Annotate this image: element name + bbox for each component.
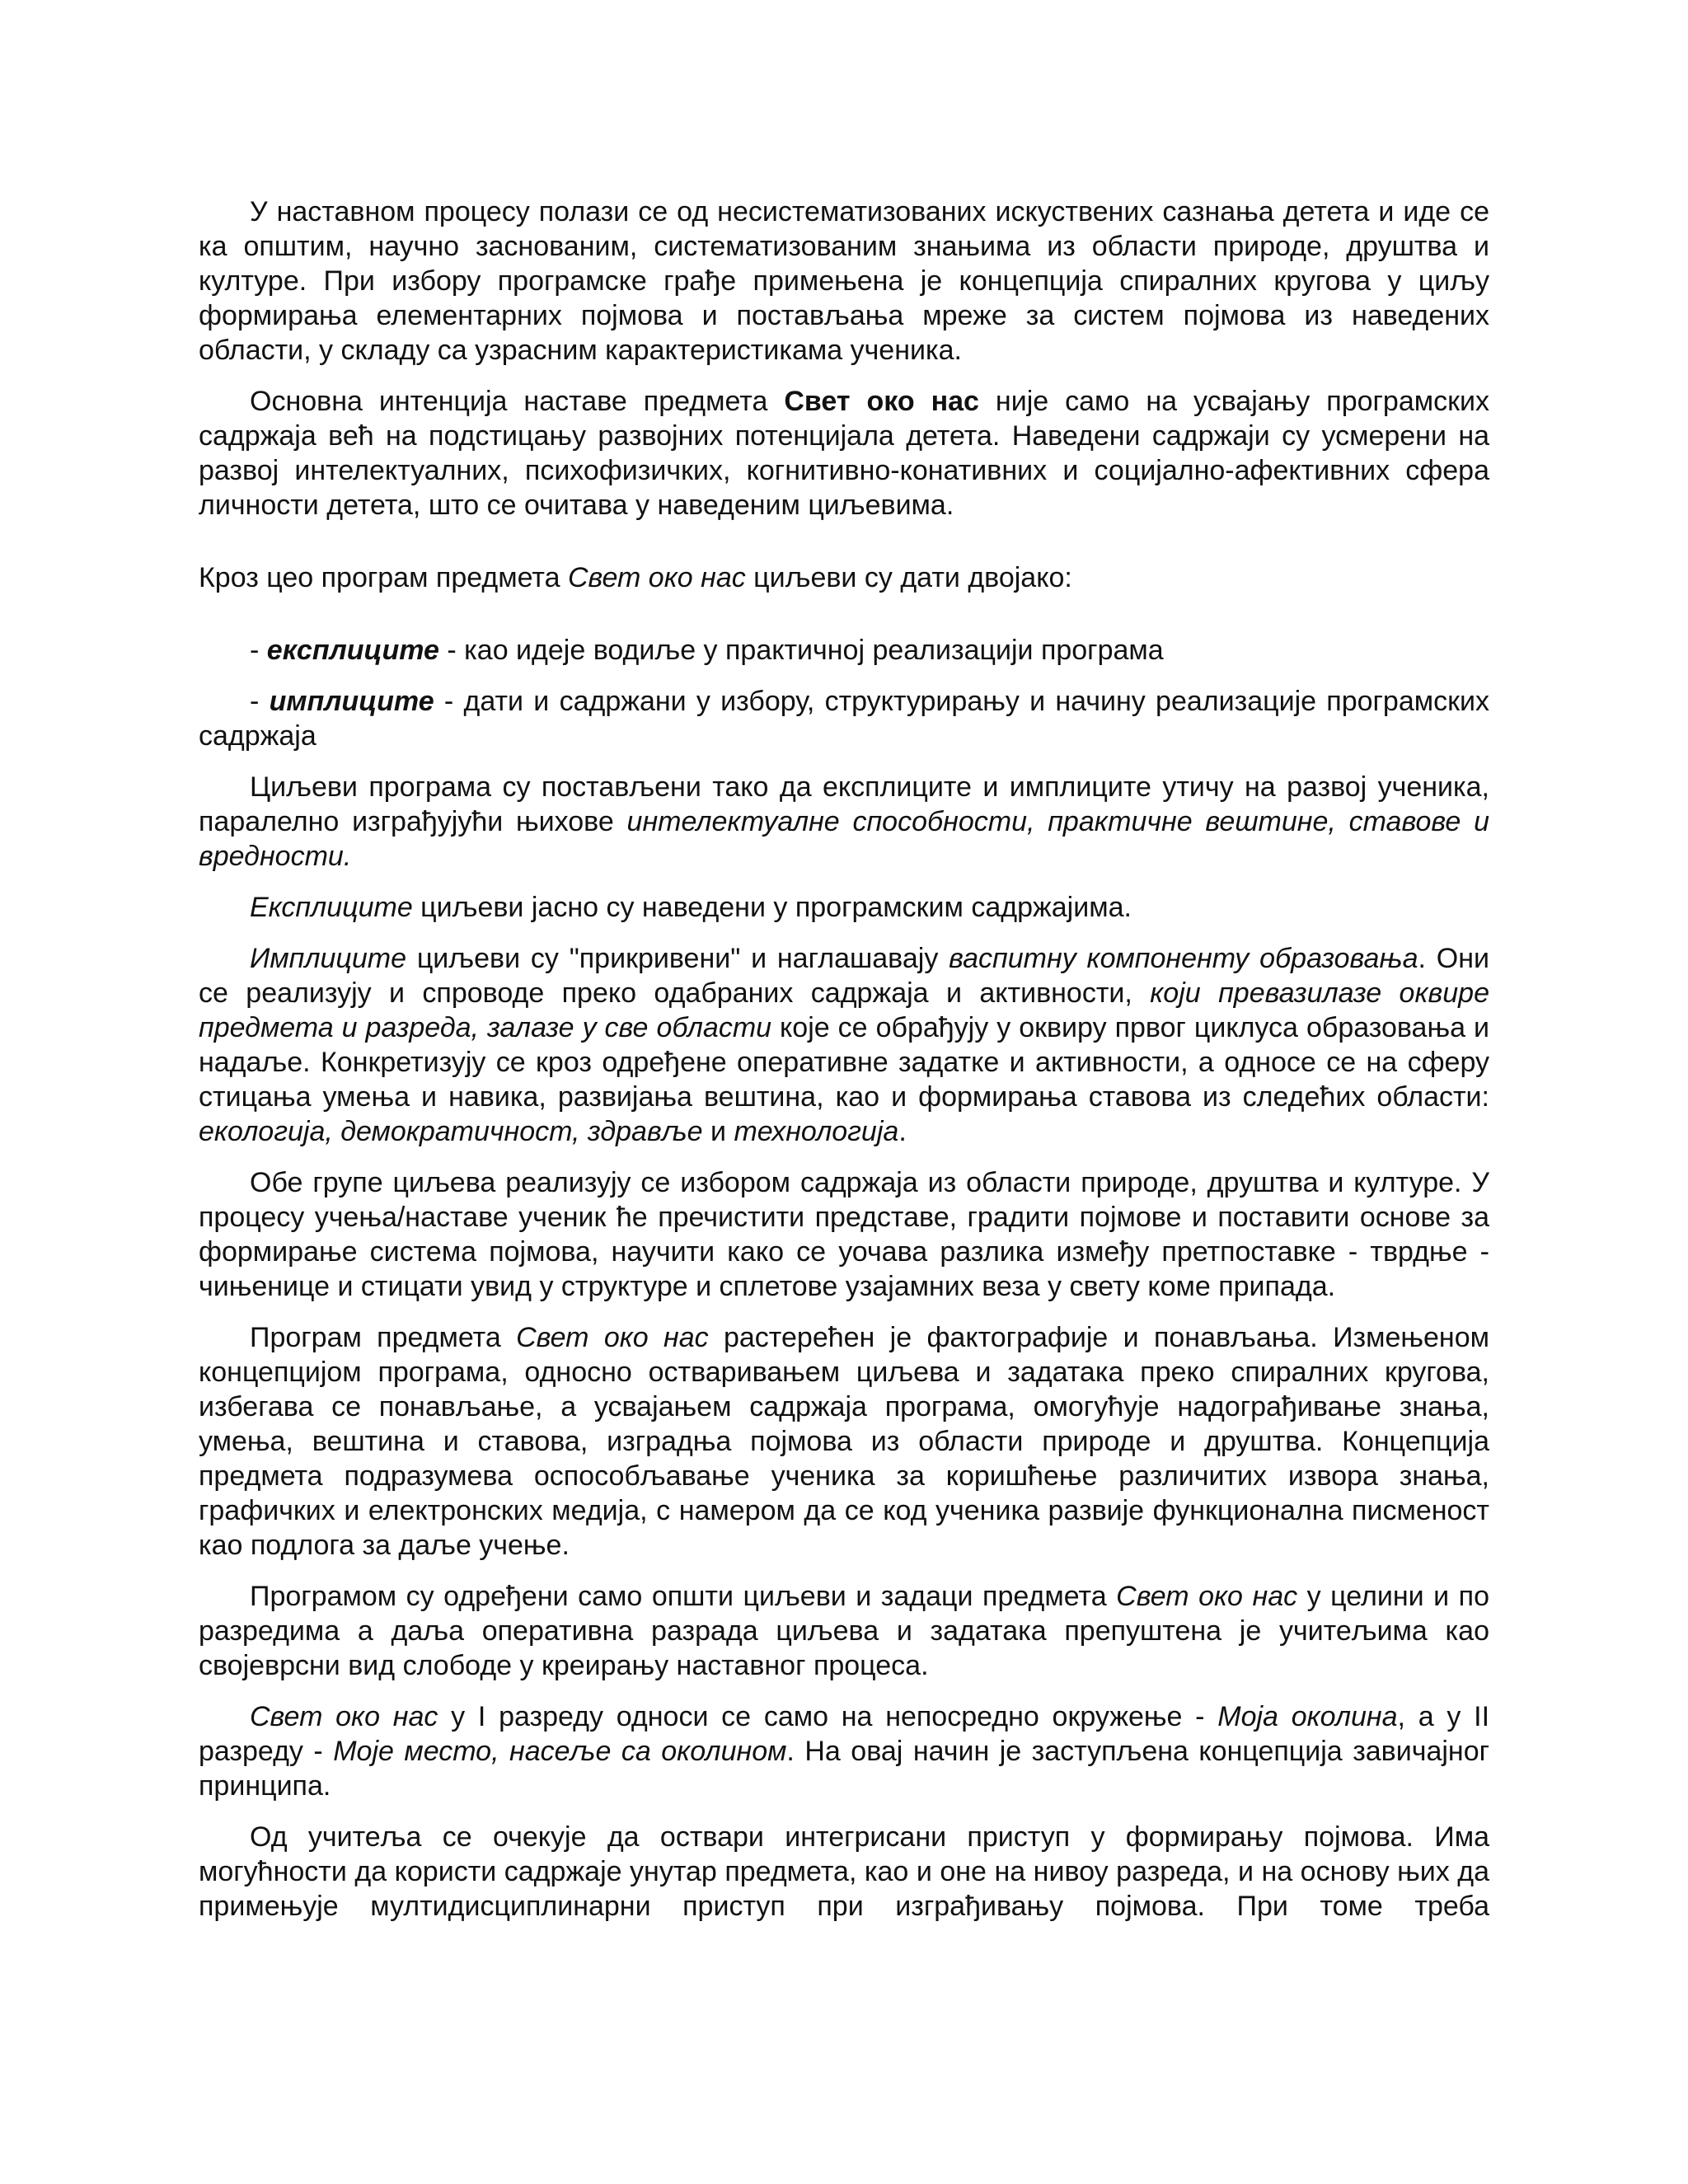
bullet-dash: - [250,635,267,666]
p6-text-j: . [898,1116,907,1147]
p6-italic-a: Имплиците [250,943,407,974]
p5-italic: Експлиците [250,892,413,923]
bullet-implicit [199,684,1489,753]
bullet-term-implicit: имплиците [269,686,434,717]
bullet-text-explicit: - као идеје водиље у практичној реализацији програма [438,635,1164,666]
p9-italic: Свет око нас [1116,1581,1298,1612]
paragraph-3 [199,560,1489,595]
paragraph-10 [199,1699,1489,1803]
paragraph-8 [199,1320,1489,1563]
p4-italic: интелектуалне способности, практичне вештине, ставове и вредности. [199,806,1489,872]
paragraph-7: Обе групе циљева реализују се избором садржаја из области природе, друштва и културе. У процесу учења/наставе ученик ће пречистити представе, градити појмове и поставити основе за формирање система појмова, научити како се уочава разлика између претпоставке - тврдње - чињенице и стицати увид у структуре и сплетове узајамних веза у свету коме припада. [199,1167,1489,1302]
p10-text-f: . На овај начин је заступљена концепција завичајног принципа. [199,1736,1490,1802]
paragraph-2 [199,384,1489,523]
p9-text-a: Програмом су одређени само општи циљеви и задаци предмета [250,1581,1117,1612]
p10-italic-a: Свет око нас [250,1701,438,1732]
subject-name-bold: Свет око нас [784,386,979,417]
p6-text-f: које се обрађују у оквиру првог циклуса образовања и надаље. Конкретизују се кроз одређене оперативне задатке и активности, а односе се на сферу стицања умења и навика, развијања вештина, као и формирања ставова из следећих области: [199,1012,1489,1113]
bullet-text-implicit: - дати и садржани у избору, структурирању и начину реализације програмских садржаја [199,686,1489,752]
p2-text-c: није само на усвајању програмских садржаја већ на подстицању развојних потенцијала детета. Наведени садржаји су усмерени на развој интелектуалних, психофизичких, когнитивно-конативних и социјално-афективних сфера личности детета, што се очитава у наведеним циљевима. [199,386,1489,521]
p5-text-b: циљеви јасно су наведени у програмским садржајима. [412,892,1132,923]
document-page [199,194,1489,1924]
paragraph-4 [199,770,1489,874]
subject-name-italic: Свет око нас [567,562,746,593]
p6-italic-e: који превазилазе оквире предмета и разреда, залазе у све области [199,977,1489,1043]
paragraph-5 [199,890,1489,925]
p6-italic-i: технологија [734,1116,899,1147]
p10-italic-c: Моја околина [1217,1701,1398,1732]
p3-text-c: циљеви су дати двојако: [745,562,1072,593]
bullet-explicit [199,633,1489,668]
paragraph-11: Од учитеља се очекује да оствари интегрисани приступ у формирању појмова. Има могућности да користи садржаје унутар предмета, као и оне на нивоу разреда, и на основу њих да примењује мултидисциплинарни приступ при изграђивању појмова. При томе треба [199,1821,1489,1922]
p10-text-d: , а у II разреду - [199,1701,1490,1767]
p6-italic-g: екологија, демократичност, здравље [199,1116,703,1147]
p8-italic: Свет око нас [516,1322,709,1353]
p10-text-b: у I разреду односи се само на непосредно окружење - [438,1701,1218,1732]
p6-text-d: . Они се реализују и спроводе преко одабраних садржаја и активности, [199,943,1490,1009]
bullet-dash: - [250,686,270,717]
paragraph-9 [199,1579,1489,1683]
p9-text-c: у целини и по разредима а даља оперативна разрада циљева и задатака препуштена је учитељима као својеврсни вид слободе у креирању наставног процеса. [199,1581,1489,1681]
p10-italic-e: Моје место, насеље са околином [333,1736,787,1767]
paragraph-6 [199,941,1489,1149]
p6-italic-c: васпитну компоненту образовања [949,943,1418,974]
p2-text-a: Основна интенција наставе предмета [250,386,785,417]
p6-text-b: циљеви су "прикривени" и наглашавају [406,943,950,974]
p6-text-h: и [702,1116,734,1147]
paragraph-1: У наставном процесу полази се од несистематизованих искуствених сазнања детета и иде се ка општим, научно заснованим, систематизованим знањима из области природе, друштва и културе. При избору програмске грађе примењена је концепција спиралних кругова у циљу формирања елементарних појмова и постављања мреже за систем појмова из наведених области, у складу са узрасним карактеристикама ученика. [199,196,1489,366]
bullet-term-explicit: експлиците [266,635,439,666]
p4-text-a: Циљеви програма су постављени тако да експлиците и имплиците утичу на развој ученика, паралелно изграђујући њихове [199,771,1489,837]
p3-text-a: Кроз цео програм предмета [199,562,568,593]
p8-text-a: Програм предмета [250,1322,517,1353]
p8-text-c: растерећен је фактографије и понављања. Измењеном концепцијом програма, односно остваривањем циљева и задатака преко спиралних кругова, избегава се понављање, а усвајањем садржаја програма, омогућује надограђивање знања, умења, вештина и ставова, изградња појмова из области природе и друштва. Концепција предмета подразумева оспособљавање ученика за коришћење различитих извора знања, графичких и електронских медија, с намером да се код ученика развије функционална писменост као подлога за даље учење. [199,1322,1489,1561]
